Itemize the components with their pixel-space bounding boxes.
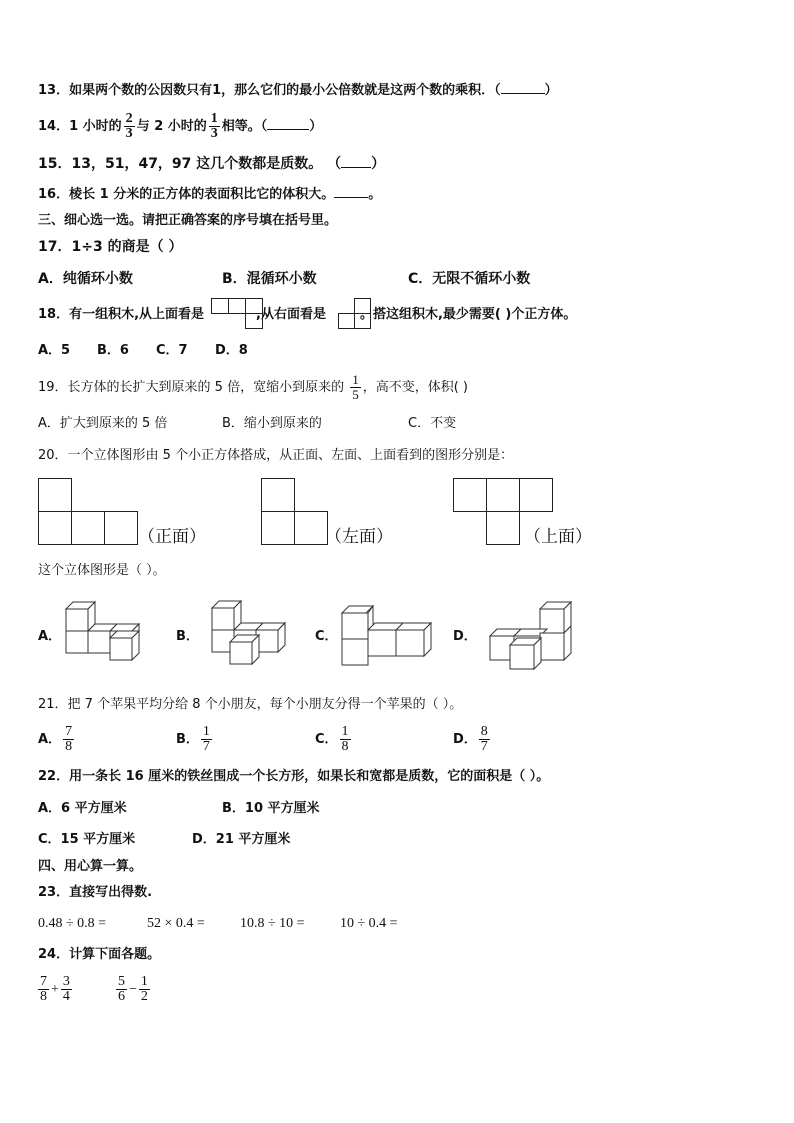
q24-expression-2: $\frac{5}{6}$ − $\frac{1}{2}$ <box>118 974 148 1005</box>
right-view-figure <box>338 298 372 330</box>
question-20: 20．一个立体图形由 5 个小正方体搭成，从正面、左面、上面看到的图形分别是： <box>38 448 514 463</box>
question-19: 19．长方体的长扩大到原来的 5 倍，宽缩小到原来的 $\frac{1}{5}$ ，高不变，体积( ) <box>38 372 468 402</box>
q20-option-c-label[interactable]: C． <box>315 629 338 644</box>
fraction: $\frac{2}{3}$ <box>125 111 133 141</box>
q21-option-d[interactable]: D． $\frac{8}{7}$ <box>453 724 488 754</box>
q19-option-a[interactable]: A．扩大到原来的 5 倍 <box>38 416 168 431</box>
q17-option-a[interactable]: A．纯循环小数 <box>38 271 133 287</box>
answer-blank[interactable] <box>267 129 309 130</box>
q23-item-4: 10 ÷ 0.4 = <box>340 916 398 931</box>
q20-option-b-label[interactable]: B． <box>176 629 199 644</box>
fraction: $\frac{7}{8}$ <box>65 724 73 754</box>
left-view-label: （左面） <box>325 527 393 547</box>
q20-option-a-cubes[interactable] <box>64 600 154 670</box>
q19-option-b[interactable]: B．缩小到原来的 <box>222 416 322 431</box>
question-24: 24．计算下面各题。 <box>38 947 161 962</box>
q22-option-a[interactable]: A．6 平方厘米 <box>38 801 127 816</box>
question-14: 14．1 小时的 $\frac{2}{3}$ 与 2 小时的 $\frac{1}{3}$ 相等。（ ） <box>38 111 323 141</box>
question-20-prompt: 这个立体图形是（ ）。 <box>38 563 166 578</box>
fraction: $\frac{1}{3}$ <box>210 111 218 141</box>
q21-option-b[interactable]: B． $\frac{1}{7}$ <box>176 724 210 754</box>
q22-option-b[interactable]: B．10 平方厘米 <box>222 801 320 816</box>
q21-option-a[interactable]: A． $\frac{7}{8}$ <box>38 724 73 754</box>
fraction: $\frac{1}{5}$ <box>352 372 359 402</box>
q20-option-b-cubes[interactable] <box>208 592 300 672</box>
q19-option-c[interactable]: C．不变 <box>408 416 457 431</box>
q18-option-b[interactable]: B．6 <box>97 343 129 358</box>
section-4-heading: 四、用心算一算。 <box>38 859 143 874</box>
q20-option-c-cubes[interactable] <box>340 600 435 670</box>
question-23: 23．直接写出得数. <box>38 885 153 900</box>
q23-item-3: 10.8 ÷ 10 = <box>240 916 305 931</box>
answer-blank[interactable] <box>501 93 545 94</box>
q21-option-c[interactable]: C． $\frac{1}{8}$ <box>315 724 349 754</box>
question-16: 16．棱长 1 分米的正方体的表面积比它的体积大。 。 <box>38 187 382 202</box>
question-15: 15．13，51，47，97 这几个数都是质数。 （ ） <box>38 156 386 172</box>
front-view-label: （正面） <box>138 527 206 547</box>
q17-option-c[interactable]: C．无限不循环小数 <box>408 271 531 287</box>
fraction: $\frac{1}{8}$ <box>341 724 349 754</box>
question-22: 22．用一条长 16 厘米的铁丝围成一个长方形，如果长和宽都是质数，它的面积是（ ）。 <box>38 769 550 784</box>
q18-option-d[interactable]: D．8 <box>215 343 248 358</box>
question-17: 17．1÷3 的商是（ ） <box>38 239 183 255</box>
q23-item-2: 52 × 0.4 = <box>147 916 205 931</box>
top-view-figure <box>211 298 263 330</box>
left-view-diagram <box>261 478 329 546</box>
q22-option-d[interactable]: D．21 平方厘米 <box>192 832 291 847</box>
q22-option-c[interactable]: C．15 平方厘米 <box>38 832 136 847</box>
answer-blank[interactable] <box>334 197 368 198</box>
q17-option-b[interactable]: B．混循环小数 <box>222 271 317 287</box>
question-21: 21．把 7 个苹果平均分给 8 个小朋友，每个小朋友分得一个苹果的（ ）。 <box>38 697 463 712</box>
q20-option-a-label[interactable]: A． <box>38 629 62 644</box>
q18-option-c[interactable]: C．7 <box>156 343 188 358</box>
q23-item-1: 0.48 ÷ 0.8 = <box>38 916 107 931</box>
question-18: 18．有一组积木,从上面看是 ,从右面看是 。搭这组积木,最少需要( )个正方体。 <box>38 307 577 322</box>
section-3-heading: 三、细心选一选。请把正确答案的序号填在括号里。 <box>38 213 338 228</box>
q24-expression-1: $\frac{7}{8}$ + $\frac{3}{4}$ <box>40 974 70 1005</box>
front-view-diagram <box>38 478 138 546</box>
q20-option-d-cubes[interactable] <box>486 600 578 672</box>
q18-option-a[interactable]: A．5 <box>38 343 71 358</box>
answer-blank[interactable] <box>341 167 371 168</box>
q20-option-d-label[interactable]: D． <box>453 629 477 644</box>
fraction: $\frac{8}{7}$ <box>480 724 488 754</box>
question-13: 13．如果两个数的公因数只有1，那么它们的最小公倍数就是这两个数的乘积．（ ） <box>38 83 558 98</box>
fraction: $\frac{1}{7}$ <box>202 724 210 754</box>
top-view-label: （上面） <box>524 527 592 547</box>
